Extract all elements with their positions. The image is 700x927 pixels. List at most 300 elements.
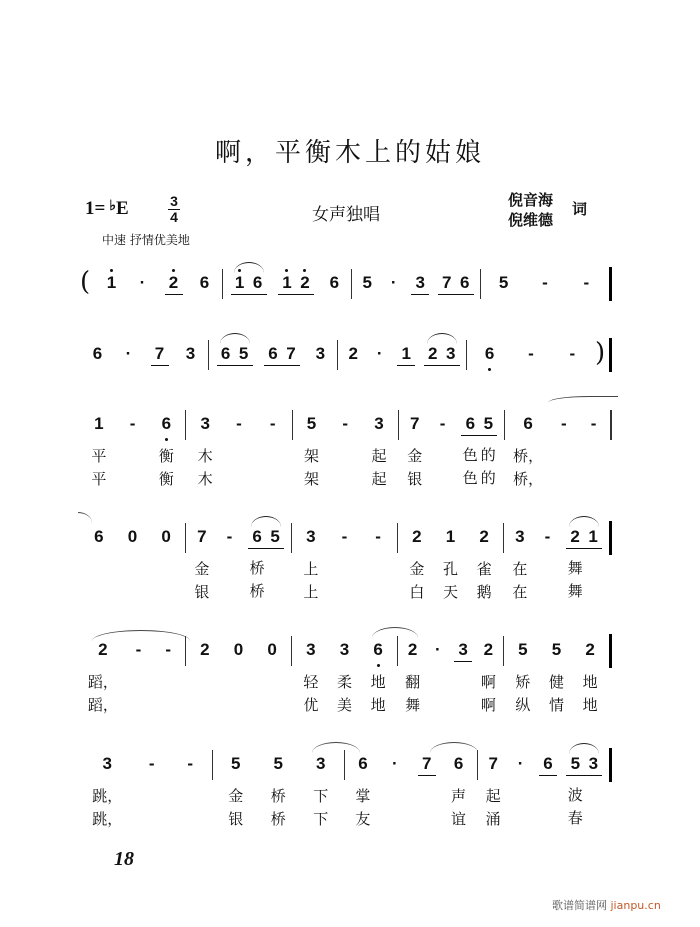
lyric-syllable: 木 (197, 447, 213, 465)
lyric-syllable: 平 (91, 470, 107, 488)
note-column (336, 413, 354, 491)
note: 3 (339, 640, 350, 659)
note: 6 (264, 343, 282, 366)
measure (398, 639, 503, 717)
note-column (302, 639, 320, 717)
note-column (264, 343, 282, 366)
lyric-syllable: 桥 (249, 559, 265, 577)
note: 6 (217, 343, 235, 366)
note: 3 (185, 344, 196, 363)
beamed-group (418, 753, 436, 830)
lyric-syllable: 美 (336, 696, 352, 714)
note-column (264, 413, 282, 491)
note: 2 (165, 272, 183, 295)
note-column (312, 753, 330, 831)
note: 6 (157, 413, 175, 437)
measure (345, 753, 477, 831)
time-signature-bottom: 4 (170, 209, 178, 225)
lyric-syllable: 蹈， (87, 696, 118, 714)
note-column (249, 272, 267, 295)
lyric-syllable: 春 (567, 809, 583, 827)
note-column (371, 343, 389, 367)
lyric-syllable: 金 (194, 560, 210, 578)
note-column (196, 413, 214, 491)
note: 6 (199, 273, 210, 292)
note: 2 (412, 527, 422, 546)
note-column (263, 639, 281, 717)
note: - (569, 344, 576, 363)
measure (80, 639, 185, 717)
note-column (566, 753, 584, 830)
note-column (479, 413, 497, 490)
measure (80, 343, 208, 367)
note-column (296, 272, 314, 295)
note-column (196, 272, 214, 296)
note-column (539, 753, 557, 830)
note: · (435, 640, 441, 659)
lyric-syllable: 木 (197, 470, 213, 488)
note: - (129, 414, 136, 433)
key-tonic: E (115, 198, 129, 219)
note: · (391, 754, 398, 773)
note: 5 (273, 754, 283, 773)
note-column (311, 343, 329, 367)
note: 1 (397, 343, 415, 366)
credits-names (508, 190, 553, 230)
note: 6 (539, 753, 557, 776)
note-column (512, 753, 530, 831)
note: - (236, 414, 242, 433)
tie-arc (78, 512, 92, 523)
note: 6 (248, 526, 266, 549)
measure (80, 526, 185, 604)
note: - (341, 527, 348, 546)
note: - (439, 414, 446, 433)
note-column (266, 526, 284, 603)
lyric-syllable: 上 (303, 560, 319, 578)
note: 2 (585, 640, 595, 659)
lyric-syllable: 架 (303, 447, 319, 465)
note: 5 (362, 273, 372, 292)
note: 3 (316, 754, 326, 773)
note: 6 (92, 344, 103, 363)
lyric-syllable: 优 (303, 696, 319, 714)
note: 6 (523, 414, 533, 433)
note: 5 (498, 273, 509, 292)
measure (186, 639, 291, 717)
note: 0 (127, 527, 138, 546)
note: - (148, 754, 155, 773)
lyric-syllable: 蹈， (87, 673, 118, 691)
lyric-syllable: 波 (567, 786, 583, 804)
note-column (522, 343, 540, 367)
note-column (302, 413, 320, 491)
lyric-syllable: 的 (480, 446, 496, 464)
lyric-syllable: 桥 (270, 810, 286, 828)
note-column (577, 272, 595, 296)
slur-arc (312, 742, 360, 753)
credits-role: 词 (572, 200, 588, 218)
note-column (151, 343, 169, 366)
note: 6 (453, 754, 464, 773)
lyric-syllable: 啊 (480, 673, 496, 691)
key-prefix: 1= (85, 198, 106, 219)
note-column (193, 526, 211, 604)
credit-name: 倪维德 (508, 211, 554, 229)
note: 6 (249, 272, 267, 295)
lyric-syllable: 啊 (480, 696, 496, 714)
lyric-syllable: 起 (371, 447, 387, 465)
note: 3 (411, 272, 429, 295)
note: 7 (197, 527, 207, 546)
lyric-syllable: 跳， (92, 787, 123, 805)
lyric-syllable: 桥， (513, 447, 544, 465)
lyric-syllable: 起 (485, 787, 501, 805)
note: 7 (151, 343, 169, 366)
tie-arc (92, 630, 190, 641)
note-column (92, 753, 122, 831)
note: 1 (445, 527, 456, 546)
lyric-syllable: 天 (442, 583, 458, 601)
note-column (397, 343, 415, 366)
note-column (134, 272, 152, 296)
slur-arc (234, 262, 264, 273)
lyric-syllable: 矫 (515, 673, 531, 691)
note-column (481, 343, 499, 367)
note: 5 (306, 414, 317, 433)
beamed-group (264, 343, 300, 366)
note-column (235, 343, 253, 366)
lyric-syllable: 桥， (513, 470, 544, 488)
note-column (495, 272, 513, 296)
watermark-site: 歌谱简谱网 (552, 899, 607, 912)
note: 7 (438, 272, 456, 295)
note: - (342, 414, 349, 433)
note: 5 (231, 754, 241, 773)
beamed-group (566, 753, 602, 830)
note-column (302, 526, 320, 604)
note: 0 (267, 640, 277, 659)
measure (186, 526, 291, 604)
slur-arc (372, 627, 418, 638)
lyric-syllable: 起 (371, 470, 387, 488)
note-column (354, 753, 372, 831)
measure (223, 272, 351, 296)
lyric-syllable: 在 (512, 583, 528, 601)
tempo-marking: 中速 抒情优美地 (102, 233, 190, 247)
lyric-syllable: 跳， (92, 810, 123, 828)
measure (338, 343, 466, 367)
note: 0 (233, 640, 244, 659)
tie-arc (548, 396, 618, 407)
lyric-syllable: 地 (582, 673, 598, 691)
note-column (411, 272, 429, 295)
note-column (335, 639, 353, 717)
lyric-syllable: 健 (548, 673, 564, 691)
note: 2 (348, 344, 358, 363)
lyric-syllable: 翻 (405, 673, 421, 691)
lyric-syllable: 舞 (405, 696, 421, 714)
end-barline (609, 748, 612, 782)
note-column (335, 526, 353, 604)
lyric-syllable: 柔 (336, 673, 352, 691)
note: - (135, 640, 142, 659)
note: - (269, 414, 276, 433)
note-column (227, 753, 245, 831)
note: - (226, 527, 233, 546)
note: - (528, 344, 534, 363)
note: 6 (329, 273, 340, 292)
note-column (424, 343, 442, 366)
measure (399, 413, 504, 491)
note: 2 (296, 272, 314, 295)
note-column (220, 526, 238, 604)
note-column (358, 272, 376, 296)
note: 3 (102, 754, 112, 773)
page-number: 18 (114, 848, 134, 870)
lyric-syllable: 下 (313, 787, 329, 805)
note-column (269, 753, 287, 831)
measure (80, 413, 185, 491)
lyric-syllable: 地 (582, 696, 598, 714)
beamed-group (566, 526, 602, 603)
slur-arc (430, 742, 478, 753)
note: 0 (161, 527, 171, 546)
note-column (282, 343, 300, 366)
staff-system (80, 413, 612, 491)
note-column (103, 272, 121, 296)
note: 1 (94, 414, 104, 433)
end-barline (610, 410, 612, 440)
measure (504, 526, 609, 604)
note-column (585, 413, 603, 491)
note-column (181, 753, 199, 831)
end-barline (609, 338, 612, 372)
lyric-syllable: 舞 (567, 559, 583, 577)
slur-arc (569, 743, 599, 754)
measure (481, 272, 609, 296)
lyric-syllable: 鹅 (476, 583, 492, 601)
note: 1 (231, 272, 249, 295)
note-column (584, 753, 602, 830)
lyric-syllable: 金 (228, 787, 244, 805)
key-signature (85, 198, 129, 220)
note-column (581, 639, 599, 717)
note-column (536, 272, 554, 296)
lyric-syllable: 上 (303, 583, 319, 601)
note: 3 (200, 414, 210, 433)
note-column (157, 526, 175, 604)
watermark (552, 897, 661, 913)
slur-arc (251, 516, 281, 527)
note-column (484, 753, 502, 831)
lyric-syllable: 金 (409, 560, 425, 578)
measure (80, 753, 212, 831)
lyric-syllable: 地 (370, 696, 386, 714)
note-column (461, 413, 479, 490)
measure (94, 272, 222, 296)
note-column (369, 639, 387, 717)
note-column (513, 413, 543, 491)
note: 6 (94, 527, 104, 546)
note: 5 (235, 343, 253, 366)
note: 7 (282, 343, 300, 366)
note-column (563, 343, 581, 367)
note-column (90, 413, 108, 491)
note: 5 (551, 640, 562, 659)
flat-sign: ♭ (109, 199, 116, 214)
staff-system (80, 753, 612, 831)
note: - (165, 640, 171, 659)
lyric-syllable: 桥 (270, 787, 286, 805)
note-column (418, 753, 436, 830)
note: 2 (407, 640, 418, 659)
note: · (139, 273, 146, 292)
note-column (120, 343, 138, 367)
note: 5 (479, 413, 497, 436)
note-column (370, 413, 388, 491)
measure (292, 526, 397, 604)
measure (398, 526, 503, 604)
note-column (442, 343, 460, 366)
note-column (89, 343, 107, 367)
note: - (544, 527, 551, 546)
watermark-url: jianpu.cn (610, 899, 661, 912)
note: - (187, 754, 194, 773)
lyric-syllable: 金 (407, 447, 423, 465)
note-column (555, 413, 573, 491)
note: 7 (418, 753, 436, 776)
note: - (542, 273, 548, 292)
lyric-syllable: 舞 (567, 582, 583, 600)
beamed-group (278, 272, 314, 295)
staff-system (80, 639, 612, 717)
lyric-syllable: 架 (303, 470, 319, 488)
note: 3 (306, 640, 316, 659)
note-column (231, 272, 249, 295)
note-column (386, 753, 404, 831)
note: 6 (461, 413, 479, 436)
lyric-syllable: 在 (512, 560, 528, 578)
note-column (325, 272, 343, 296)
end-barline (609, 267, 612, 301)
note: 6 (369, 639, 387, 663)
measure (504, 639, 609, 717)
note-column (406, 413, 424, 491)
beamed-group (231, 272, 267, 295)
note-column (229, 639, 247, 717)
time-signature-top: 3 (170, 193, 178, 209)
note: 1 (584, 526, 602, 549)
beamed-group (424, 343, 460, 366)
note-column (159, 639, 177, 717)
time-signature (168, 194, 180, 225)
note: 1 (103, 272, 121, 296)
staff-system (80, 338, 612, 372)
note-column (404, 639, 422, 717)
note-column (438, 272, 456, 295)
note-column (511, 526, 529, 604)
staff-system (80, 526, 612, 604)
measure (467, 343, 595, 367)
note: 5 (266, 526, 284, 549)
slur-arc (220, 333, 250, 344)
note: · (125, 344, 132, 363)
lyric-syllable: 声 (451, 787, 467, 805)
beamed-group (411, 272, 429, 295)
note: - (590, 414, 597, 433)
note-column (454, 639, 472, 716)
note-column (514, 639, 532, 717)
note: 3 (442, 343, 460, 366)
note: 7 (488, 754, 498, 773)
note-column (547, 639, 565, 717)
lyric-syllable: 纵 (515, 696, 531, 714)
measure (209, 343, 337, 367)
note: 6 (481, 343, 499, 367)
note: 3 (306, 527, 316, 546)
beamed-group (454, 639, 472, 716)
lyric-syllable: 白 (409, 583, 425, 601)
note: 3 (374, 414, 384, 433)
lyric-syllable: 情 (548, 696, 564, 714)
beamed-group (165, 272, 183, 295)
measure (352, 272, 480, 296)
note: 3 (315, 344, 326, 363)
note-column (479, 639, 497, 717)
end-barline (609, 634, 612, 668)
note-column (196, 639, 214, 717)
lyric-syllable: 衡 (158, 470, 174, 488)
measure (213, 753, 345, 831)
beamed-group (217, 343, 253, 366)
measure (293, 413, 398, 491)
note-column (475, 526, 493, 604)
note: 3 (454, 639, 472, 662)
lyric-syllable: 下 (313, 810, 329, 828)
lyric-syllable: 银 (194, 583, 210, 601)
bracket-close: ) (595, 338, 606, 368)
lyric-syllable: 轻 (303, 673, 319, 691)
credit-name: 倪音海 (508, 191, 554, 209)
note-column (90, 526, 108, 604)
lyric-syllable: 色 (462, 446, 478, 464)
note: 1 (278, 272, 296, 295)
note: - (560, 414, 567, 433)
lyric-syllable: 桥 (249, 582, 265, 600)
note: · (376, 344, 383, 363)
lyric-syllable: 涌 (485, 810, 501, 828)
note: 7 (410, 414, 420, 433)
note: 3 (584, 753, 602, 776)
lyric-syllable: 银 (407, 470, 423, 488)
measure (186, 413, 291, 491)
slur-arc (427, 333, 457, 344)
note-column (157, 413, 175, 491)
note-column (434, 413, 452, 491)
note-column (278, 272, 296, 295)
staff-system (80, 267, 612, 301)
beamed-group (397, 343, 415, 366)
lyric-syllable: 雀 (476, 560, 492, 578)
lyric-syllable: 平 (91, 447, 107, 465)
note-column (248, 526, 266, 603)
note: 2 (483, 640, 494, 659)
slur-arc (569, 516, 599, 527)
note-column (456, 272, 474, 295)
lyric-syllable: 掌 (355, 787, 371, 805)
note-column (217, 343, 235, 366)
